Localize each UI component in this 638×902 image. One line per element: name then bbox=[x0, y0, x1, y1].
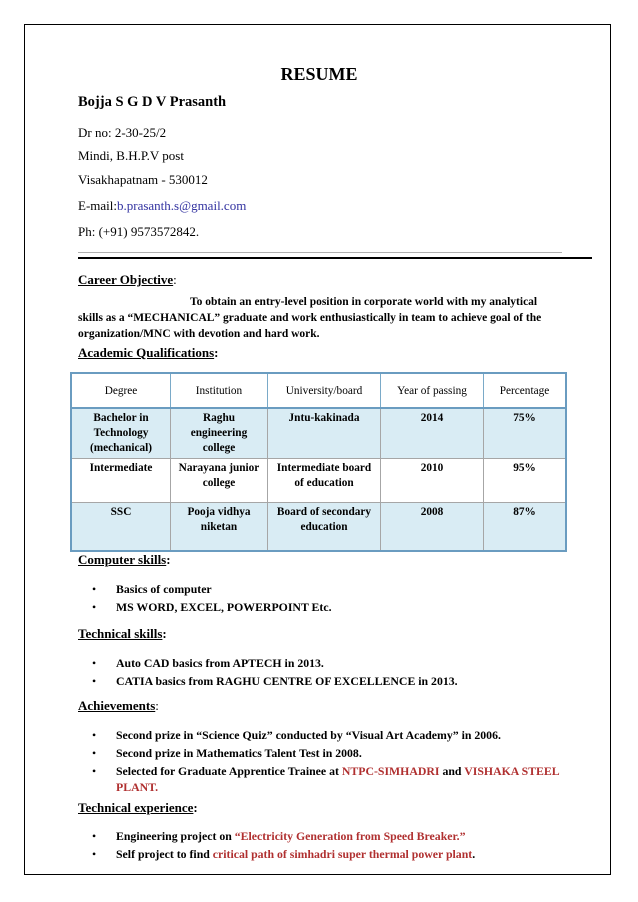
career-line-3: organization/MNC with devotion and hard work. bbox=[78, 328, 320, 340]
technical-skills-heading-text: Technical skills bbox=[78, 626, 163, 641]
cell-institution: Raghu engineering college bbox=[171, 408, 268, 459]
heading-colon: : bbox=[162, 626, 167, 641]
column-header-institution: Institution bbox=[171, 373, 268, 408]
cell-degree: Intermediate bbox=[71, 459, 171, 503]
list-item-text: Second prize in “Science Quiz” conducted by “Visual Art Academy” in 2006. bbox=[116, 728, 501, 742]
list-item bbox=[90, 655, 560, 671]
career-line-1 bbox=[78, 294, 578, 310]
cell-percentage: 87% bbox=[484, 503, 567, 551]
highlight-text: “Electricity Generation from Speed Breaker.” bbox=[234, 829, 466, 843]
list-item-text: Selected for Graduate Apprentice Trainee at bbox=[116, 764, 342, 778]
list-item bbox=[90, 599, 560, 615]
list-item-text: MS WORD, EXCEL, POWERPOINT Etc. bbox=[116, 600, 332, 614]
cell-institution: Pooja vidhya niketan bbox=[171, 503, 268, 551]
cell-year: 2014 bbox=[381, 408, 484, 459]
highlight-text: NTPC-SIMHADRI bbox=[341, 764, 440, 778]
bullet-icon: • bbox=[92, 674, 97, 688]
cell-board: Jntu-kakinada bbox=[268, 408, 381, 459]
list-item-text: Second prize in Mathematics Talent Test in 2008. bbox=[116, 746, 362, 760]
bullet-icon: • bbox=[92, 728, 97, 742]
bullet-icon: • bbox=[92, 582, 97, 596]
list-item bbox=[90, 763, 560, 795]
bullet-icon: • bbox=[92, 746, 97, 760]
list-item bbox=[90, 673, 560, 689]
bullet-icon: • bbox=[92, 847, 97, 861]
cell-board: Board of secondary education bbox=[268, 503, 381, 551]
address-line-1: Dr no: 2-30-25/2 bbox=[78, 125, 167, 140]
achievements-heading bbox=[78, 698, 159, 714]
list-item-text: CATIA basics from RAGHU CENTRE OF EXCELLENCE in 2013. bbox=[116, 674, 458, 688]
table-header-row bbox=[71, 373, 566, 408]
list-item bbox=[90, 727, 560, 743]
table-row bbox=[71, 408, 566, 459]
cell-board: Intermediate board of education bbox=[268, 459, 381, 503]
computer-skills-heading-text: Computer skills bbox=[78, 552, 167, 567]
career-objective-heading-text: Career Objective bbox=[78, 272, 174, 287]
address-line-2: Mindi, B.H.P.V post bbox=[78, 148, 184, 163]
career-line-2: skills as a “MECHANICAL” graduate and work enthusiastically in team to achieve goal of the bbox=[78, 312, 542, 324]
technical-skills-list bbox=[90, 655, 560, 691]
career-objective-text bbox=[78, 294, 578, 342]
divider-thick bbox=[78, 257, 592, 259]
list-item bbox=[90, 745, 560, 761]
highlight-text: VISHAKA STEEL PLANT. bbox=[116, 764, 559, 794]
list-item-text: Self project to find bbox=[116, 847, 213, 861]
cell-institution: Narayana junior college bbox=[171, 459, 268, 503]
heading-colon: : bbox=[214, 345, 219, 360]
highlight-text: critical path of simhadri super thermal power plant bbox=[212, 847, 473, 861]
academic-table bbox=[70, 372, 567, 552]
list-item-text: Basics of computer bbox=[116, 582, 212, 596]
email-link[interactable]: b.prasanth.s@gmail.com bbox=[117, 198, 247, 213]
cell-year: 2010 bbox=[381, 459, 484, 503]
resume-title: RESUME bbox=[280, 64, 358, 84]
technical-experience-heading-text: Technical experience bbox=[78, 800, 194, 815]
list-item-text: Engineering project on bbox=[116, 829, 235, 843]
bullet-icon: • bbox=[92, 600, 97, 614]
computer-skills-list bbox=[90, 581, 560, 617]
bullet-icon: • bbox=[92, 764, 97, 778]
heading-colon: : bbox=[173, 272, 177, 287]
bullet-icon: • bbox=[92, 656, 97, 670]
heading-colon: : bbox=[193, 800, 198, 815]
cell-degree: Bachelor in Technology (mechanical) bbox=[71, 408, 171, 459]
academic-heading-text: Academic Qualifications bbox=[78, 345, 215, 360]
cell-year: 2008 bbox=[381, 503, 484, 551]
computer-skills-heading bbox=[78, 552, 171, 568]
academic-heading bbox=[78, 345, 218, 361]
list-item bbox=[90, 828, 560, 844]
list-item-text: and bbox=[439, 764, 465, 778]
column-header-year: Year of passing bbox=[381, 373, 484, 408]
column-header-degree: Degree bbox=[71, 373, 171, 408]
table-row bbox=[71, 459, 566, 503]
heading-colon: : bbox=[166, 552, 171, 567]
cell-percentage: 95% bbox=[484, 459, 567, 503]
divider-thin bbox=[78, 252, 562, 253]
address-line-3: Visakhapatnam - 530012 bbox=[78, 172, 208, 187]
email-line bbox=[78, 198, 246, 214]
column-header-board: University/board bbox=[268, 373, 381, 408]
achievements-heading-text: Achievements bbox=[78, 698, 156, 713]
phone-line: Ph: (+91) 9573572842. bbox=[78, 224, 200, 239]
candidate-name: Bojja S G D V Prasanth bbox=[78, 94, 227, 110]
list-item-text: Auto CAD basics from APTECH in 2013. bbox=[116, 656, 324, 670]
cell-percentage: 75% bbox=[484, 408, 567, 459]
list-item bbox=[90, 846, 560, 862]
career-line-1-text: To obtain an entry-level position in corporate world with my analytical bbox=[190, 296, 538, 308]
bullet-icon: • bbox=[92, 829, 97, 843]
column-header-percentage: Percentage bbox=[484, 373, 567, 408]
cell-degree: SSC bbox=[71, 503, 171, 551]
career-objective-heading bbox=[78, 272, 177, 288]
technical-skills-heading bbox=[78, 626, 167, 642]
email-label: E-mail: bbox=[78, 198, 117, 213]
list-item bbox=[90, 581, 560, 597]
list-item-text: . bbox=[472, 847, 476, 861]
technical-experience-heading bbox=[78, 800, 198, 816]
table-row bbox=[71, 503, 566, 551]
heading-colon: : bbox=[155, 698, 159, 713]
technical-experience-list bbox=[90, 828, 560, 864]
achievements-list bbox=[90, 727, 560, 797]
